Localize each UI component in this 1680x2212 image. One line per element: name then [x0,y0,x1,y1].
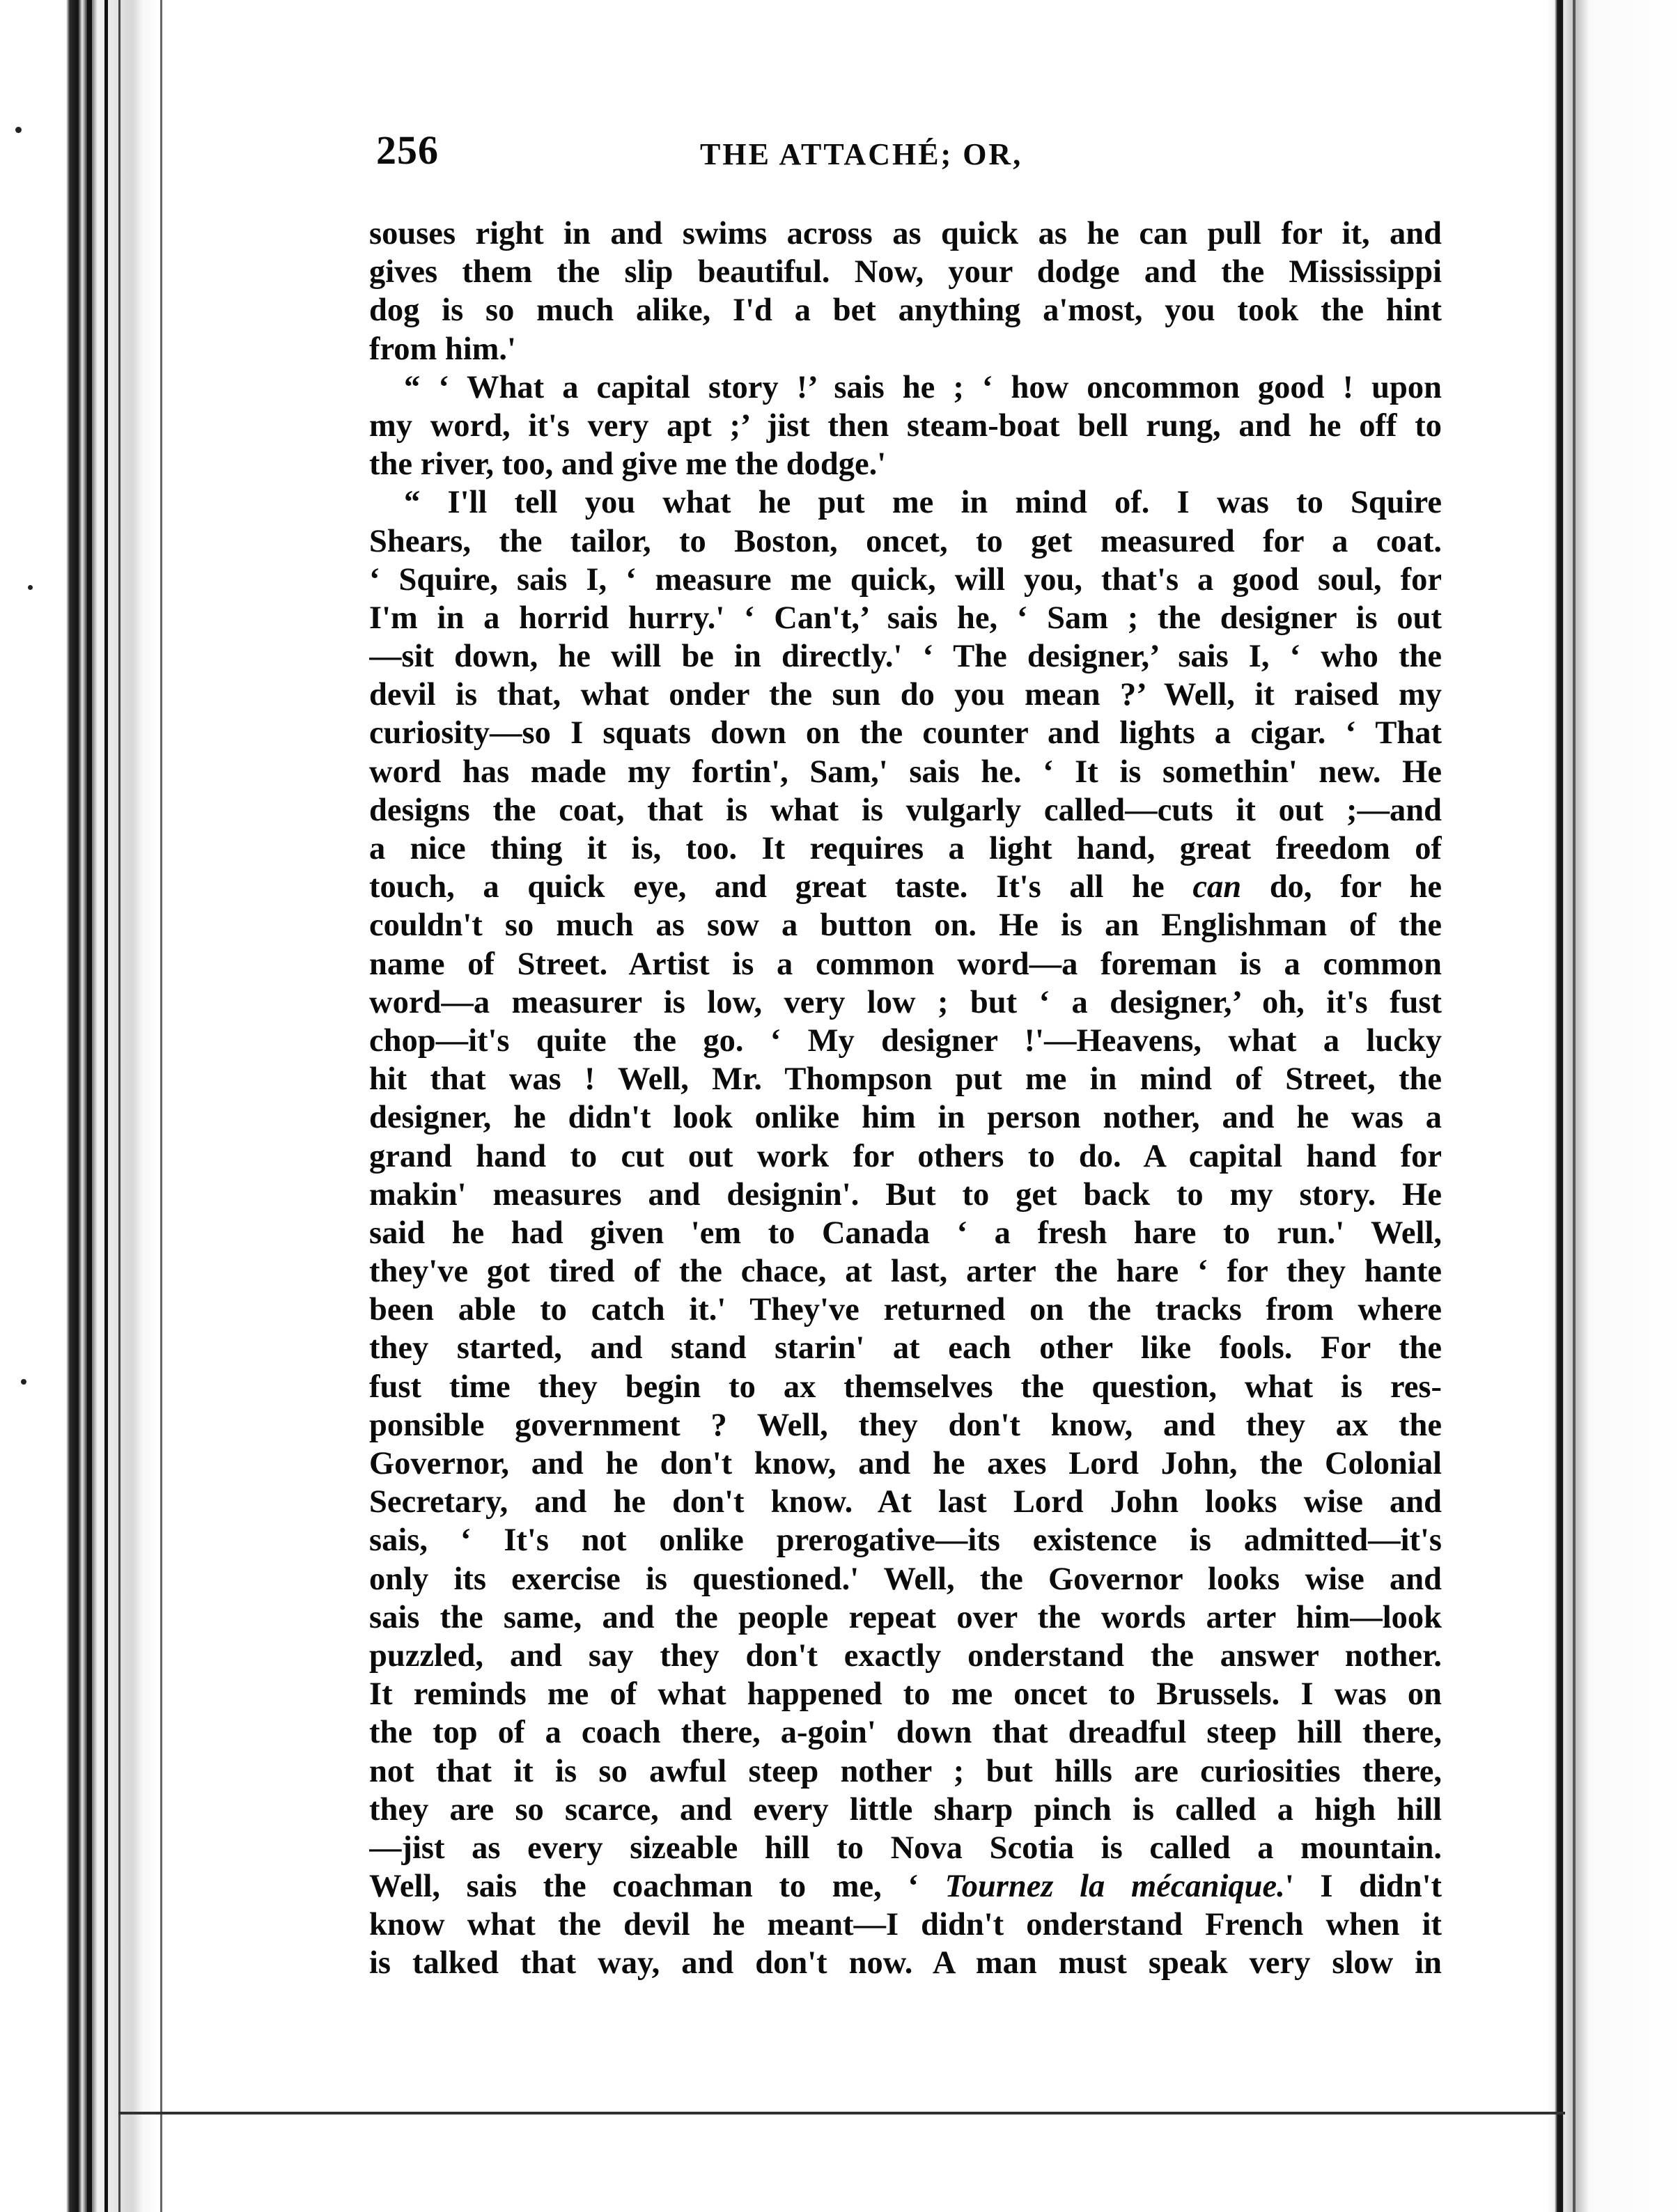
text-line: dog is so much alike, I'd a bet anything a'most, you took the hint [369,293,1442,329]
text-line: “ I'll tell you what he put me in mind of. I was to Squire [404,485,1442,521]
text-line: know what the devil he meant—I didn't onderstand French when it [369,1907,1442,1943]
text-line: designer, he didn't look onlike him in person nother, and he was a [369,1100,1442,1136]
binding-line [118,0,120,2212]
text-line: devil is that, what onder the sun do you mean ?’ Well, it raised my [369,677,1442,713]
text-line: ‘ Squire, sais I, ‘ measure me quick, will you, that's a good soul, for [369,561,1442,598]
text-line: Shears, the tailor, to Boston, oncet, to get measured for a coat. [369,523,1442,559]
right-edge-line [1557,0,1563,2212]
text-line: my word, it's very apt ;’ jist then steam-boat bell rung, and he off to [369,407,1442,444]
text-line [369,868,1442,906]
text-line: couldn't so much as sow a button on. He is an Englishman of the [369,908,1442,944]
text-line: souses right in and swims across as quick as he can pull for it, and [369,216,1442,251]
text-line: only its exercise is questioned.' Well, the Governor looks wise and [369,1561,1442,1597]
text-line: sais the same, and the people repeat over the words arter him—look [369,1599,1442,1635]
binding-line [104,0,108,2212]
text-line: “ ‘ What a capital story !’ sais he ; ‘ how oncommon good ! upon [404,369,1442,405]
page-header [376,127,1435,182]
text-line: the river, too, and give me the dodge.' [369,446,887,483]
page-number: 256 [376,127,439,173]
binding-line [87,0,92,2212]
text-line [369,1867,1442,1906]
right-page-edge [1548,0,1680,2212]
text-line: hit that was ! Well, Mr. Thompson put me in mind of Street, the [369,1061,1442,1098]
text-line: not that it is so awful steep nother ; but hills are curiosities there, [369,1753,1442,1789]
book-binding-shadow [0,0,202,2212]
text-segment: Well, sais the coachman to me, ‘ [369,1869,945,1905]
text-line: curiosity—so I squats down on the counter and lights a cigar. ‘ That [369,715,1442,751]
ink-speck [15,127,22,133]
right-edge-line [1573,0,1576,2212]
text-line: Governor, and he don't know, and he axes Lord John, the Colonial [369,1446,1442,1481]
page-bottom-edge [118,2112,1565,2114]
text-line: puzzled, and say they don't exactly onderstand the answer nother. [369,1637,1442,1674]
body-text [369,215,1442,1983]
text-line: word—a measurer is low, very low ; but ‘ a designer,’ oh, it's fust [369,984,1442,1020]
italic-word: can [1192,869,1242,905]
text-line: a nice thing it is, too. It requires a light hand, great freedom of [369,831,1442,866]
text-line: the top of a coach there, a-goin' down that dreadful steep hill there, [369,1715,1442,1751]
text-line: gives them the slip beautiful. Now, your dodge and the Mississippi [369,254,1442,290]
text-line: ponsible government ? Well, they don't know, and they ax the [369,1407,1442,1443]
ink-speck [28,585,33,590]
text-line: name of Street. Artist is a common word—a foreman is a common [369,946,1442,982]
text-line: —jist as every sizeable hill to Nova Scotia is called a mountain. [369,1830,1442,1866]
text-line: designs the coat, that is what is vulgarly called—cuts it out ;—and [369,792,1442,828]
text-line: grand hand to cut out work for others to do. A capital hand for [369,1138,1442,1174]
text-line: —sit down, he will be in directly.' ‘ The designer,’ sais I, ‘ who the [369,639,1442,675]
text-line: from him.' [369,331,516,367]
text-line: chop—it's quite the go. ‘ My designer !'—Heavens, what a lucky [369,1022,1442,1059]
text-line: Secretary, and he don't know. At last Lord John looks wise and [369,1484,1442,1520]
text-segment: ' I didn't [1284,1869,1442,1905]
text-line: makin' measures and designin'. But to get back to my story. He [369,1176,1442,1213]
ink-speck [21,1379,26,1385]
text-line: It reminds me of what happened to me oncet to Brussels. I was on [369,1676,1442,1713]
text-line: is talked that way, and don't now. A man must speak very slow in [369,1945,1442,1981]
text-line: I'm in a horrid hurry.' ‘ Can't,’ sais he, ‘ Sam ; the designer is out [369,600,1442,636]
text-line: sais, ‘ It's not onlike prerogative—its existence is admitted—it's [369,1522,1442,1559]
text-line: they've got tired of the chace, at last, arter the hare ‘ for they hante [369,1254,1442,1290]
running-head: THE ATTACHÉ; OR, [700,137,1023,171]
text-segment: do, for he [1241,869,1442,905]
text-line: been able to catch it.' They've returned on the tracks from where [369,1292,1442,1328]
text-line: they started, and stand starin' at each other like fools. For the [369,1330,1442,1366]
text-segment: touch, a quick eye, and great taste. It's all he [369,869,1193,905]
binding-line [160,0,162,2212]
text-line: said he had given 'em to Canada ‘ a fresh hare to run.' Well, [369,1215,1442,1251]
italic-phrase: Tournez la mécanique. [944,1869,1285,1905]
text-line: word has made my fortin', Sam,' sais he. ‘ It is somethin' new. He [369,754,1442,790]
text-line: fust time they begin to ax themselves the question, what is res- [369,1369,1442,1405]
text-line: they are so scarce, and every little sharp pinch is called a high hill [369,1791,1442,1828]
